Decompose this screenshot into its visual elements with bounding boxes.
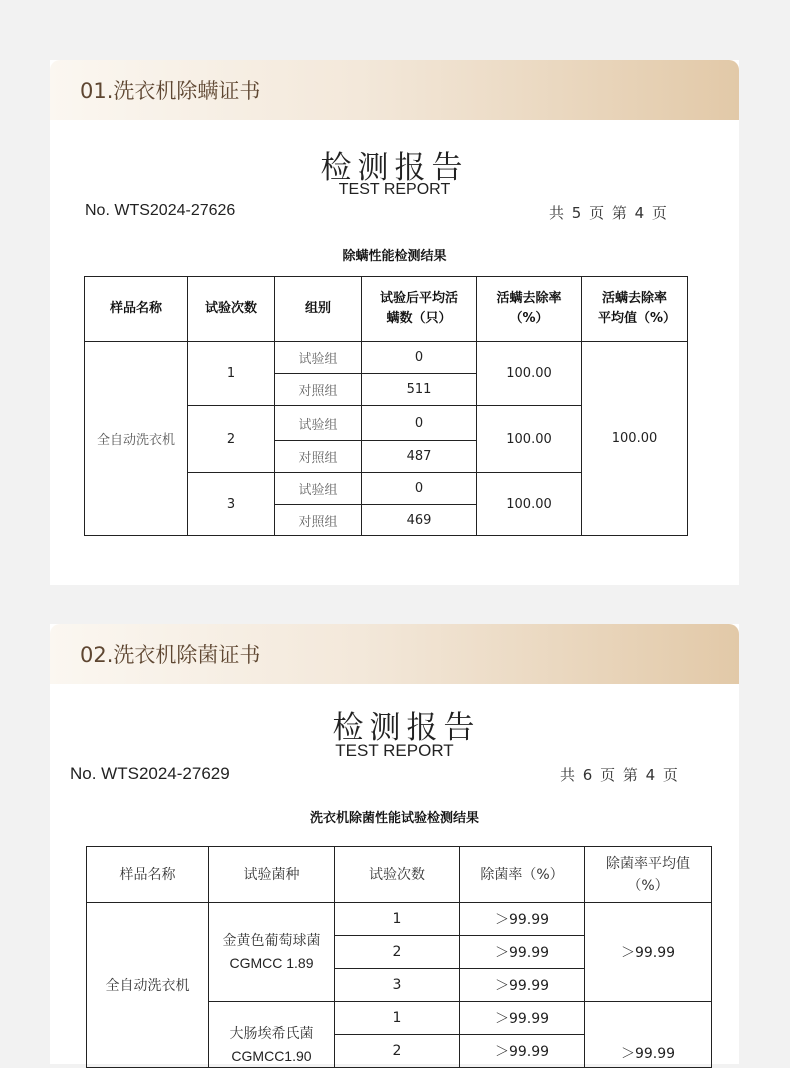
report-title: 检测报告 (320, 150, 469, 186)
table-caption: 除螨性能检测结果 (342, 249, 447, 264)
rate-cell: 100.00 (477, 406, 582, 473)
bacteria-results-table (86, 846, 712, 1068)
strain-name: 大肠埃希氏菌 (229, 1026, 314, 1042)
section-antibacterial-certificate (50, 624, 739, 1064)
average-cell: ＞99.99 (585, 903, 712, 1002)
section-banner (50, 624, 739, 684)
group-cell: 试验组 (275, 406, 362, 441)
value-cell: 0 (362, 473, 477, 505)
trial-number-cell: 1 (335, 1002, 460, 1035)
group-cell: 对照组 (275, 374, 362, 406)
trial-number-cell: 1 (335, 903, 460, 936)
page-indicator: 共 6 页 第 4 页 (560, 766, 678, 784)
section-title: 02.洗衣机除菌证书 (80, 643, 261, 667)
section-mite-certificate (50, 60, 739, 585)
strain-code: CGMCC 1.89 (229, 955, 314, 971)
sample-name-cell: 全自动洗衣机 (85, 342, 188, 536)
header-cell: 活螨去除率（%） (477, 277, 582, 342)
value-cell: 511 (362, 374, 477, 406)
trial-number-cell: 1 (188, 342, 275, 406)
header-cell: 除菌率（%） (460, 847, 585, 903)
value-cell: 0 (362, 342, 477, 374)
header-cell: 样品名称 (87, 847, 209, 903)
report-subtitle: TEST REPORT (335, 741, 454, 760)
table-header-row (85, 277, 688, 342)
strain-cell (209, 1002, 335, 1068)
report-subtitle: TEST REPORT (338, 181, 451, 198)
trial-number-cell: 3 (335, 969, 460, 1002)
report-number: No. WTS2024-27626 (85, 202, 236, 219)
table-row (85, 342, 688, 374)
section-banner (50, 60, 739, 120)
group-cell: 试验组 (275, 342, 362, 374)
trial-number-cell: 2 (335, 1035, 460, 1068)
strain-name: 金黄色葡萄球菌 (222, 933, 321, 949)
rate-cell: 100.00 (477, 342, 582, 406)
trial-number-cell: 2 (335, 936, 460, 969)
header-cell: 活螨去除率平均值（%） (582, 277, 688, 342)
table-header-row (87, 847, 712, 903)
value-cell: 469 (362, 505, 477, 536)
header-cell: 试验次数 (188, 277, 275, 342)
value-cell: 0 (362, 406, 477, 441)
header-cell: 试验后平均活螨数（只） (362, 277, 477, 342)
group-cell: 对照组 (275, 505, 362, 536)
table-caption: 洗衣机除菌性能试验检测结果 (309, 811, 479, 826)
header-cell: 试验次数 (335, 847, 460, 903)
rate-cell: ＞99.99 (460, 1002, 585, 1035)
page-indicator: 共 5 页 第 4 页 (549, 204, 667, 222)
sample-name-cell: 全自动洗衣机 (87, 903, 209, 1068)
group-cell: 对照组 (275, 441, 362, 473)
rate-cell: ＞99.99 (460, 936, 585, 969)
rate-cell: 100.00 (477, 473, 582, 536)
rate-cell: ＞99.99 (460, 969, 585, 1002)
header-cell: 试验菌种 (209, 847, 335, 903)
value-cell: 487 (362, 441, 477, 473)
header-cell: 除菌率平均值（%） (585, 847, 712, 903)
strain-code: CGMCC1.90 (231, 1048, 312, 1064)
table-row (87, 903, 712, 936)
section-title: 01.洗衣机除螨证书 (80, 79, 261, 103)
report-number: No. WTS2024-27629 (70, 764, 230, 783)
average-cell: ＞99.99 (585, 1002, 712, 1068)
rate-cell: ＞99.99 (460, 1035, 585, 1068)
mite-results-table (84, 276, 688, 536)
trial-number-cell: 3 (188, 473, 275, 536)
header-cell: 组别 (275, 277, 362, 342)
average-cell: 100.00 (582, 342, 688, 536)
report-title: 检测报告 (332, 710, 481, 746)
group-cell: 试验组 (275, 473, 362, 505)
strain-cell (209, 903, 335, 1002)
trial-number-cell: 2 (188, 406, 275, 473)
rate-cell: ＞99.99 (460, 903, 585, 936)
header-cell: 样品名称 (85, 277, 188, 342)
